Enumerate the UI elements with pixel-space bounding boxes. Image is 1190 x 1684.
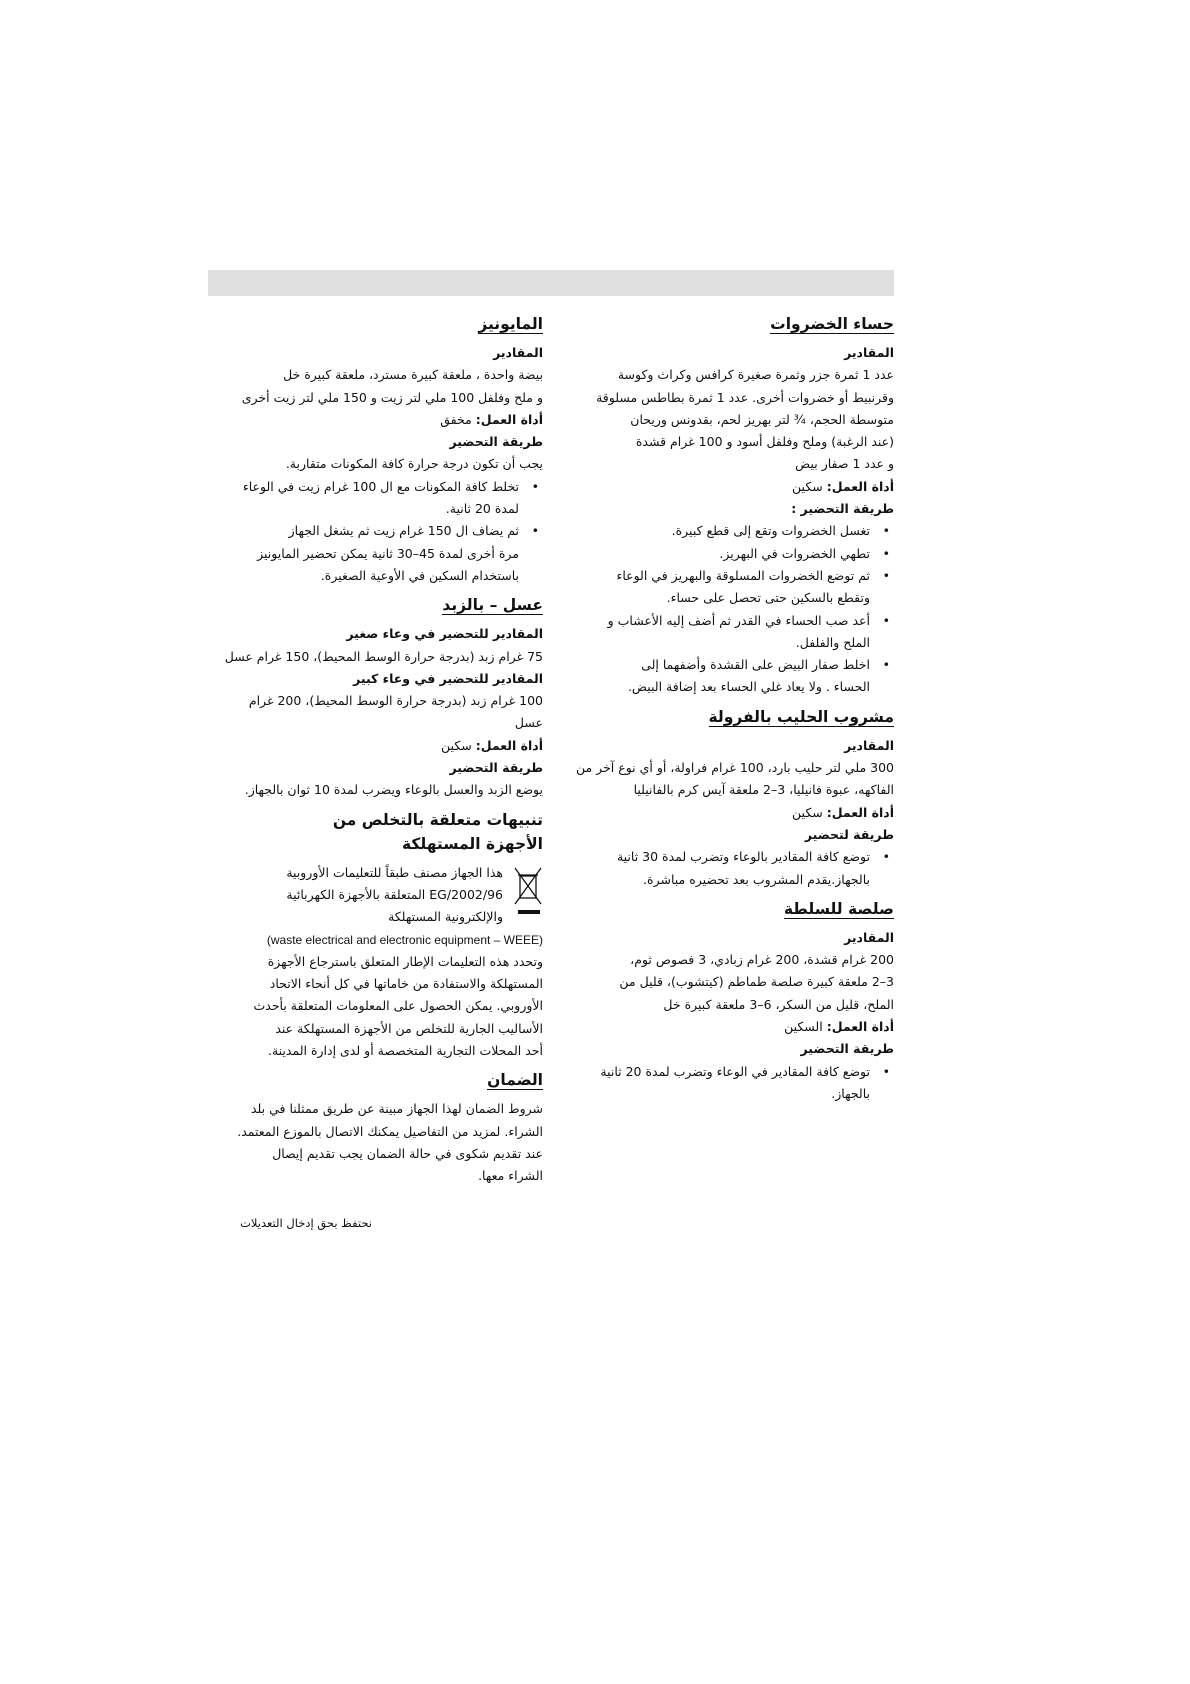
tool-line	[572, 802, 894, 824]
bullet-item	[572, 565, 894, 610]
bullet-item	[572, 1061, 894, 1106]
section-heading	[572, 705, 894, 729]
text-line: عدد 1 ثمرة جزر وثمرة صغيرة كرافس وكراث وكوسة	[617, 367, 894, 383]
text-line: وتحدد هذه التعليمات الإطار المتعلق باسترجاع الأجهزة	[267, 953, 543, 969]
text-line: ثم توضع الخضروات المسلوقة والبهريز في الوعاء	[616, 567, 870, 583]
text-line: الحساء . ولا يعاد غلي الحساء بعد إضافة البيض.	[627, 679, 870, 695]
text-line: بيضة واحدة ، ملعقة كبيرة مسترد، ملعقة كبيرة خل	[283, 367, 543, 383]
text-line: شروط الضمان لهذا الجهاز مبينة عن طريق ممثلنا في بلد	[250, 1101, 543, 1117]
text-line: هذا الجهاز مصنف طبقاً للتعليمات الأوروبية	[286, 864, 503, 880]
section-heading	[572, 312, 894, 336]
bullet-icon: •	[882, 612, 890, 628]
text-line: توضع كافة المقادير بالوعاء وتضرب لمدة 30 ثانية	[616, 849, 870, 865]
text-line: و ملح وفلفل 100 ملي لتر زيت و 150 ملي لتر زيت أخرى	[241, 389, 543, 405]
tool-value: مخفق	[440, 411, 472, 427]
bullet-icon: •	[882, 523, 890, 539]
subheading: المقادير	[844, 737, 894, 753]
text-line: 200 غرام قشدة، 200 غرام زبادي، 3 فصوص ثوم،	[630, 952, 894, 968]
text-line: الشراء معها.	[478, 1168, 543, 1184]
bullet-icon: •	[882, 567, 890, 583]
left-column	[212, 306, 543, 1188]
text-line: 2002/96/EG المتعلقة بالأجهزة الكهربائية	[286, 886, 503, 902]
text-line: الفاكهه، عبوة فانيليا، 3–2 ملعقة آيس كرم بالفانيليا	[633, 782, 894, 798]
text-line: الشراء. لمزيد من التفاصيل يمكنك الاتصال بالموزع المعتمد.	[237, 1123, 543, 1139]
text-line: مرة أخرى لمدة 45–30 ثانية يمكن تحضير المايونيز	[257, 545, 519, 561]
subheading: طريقة لتحضير	[804, 826, 894, 842]
section-heading-line: تنبيهات متعلقة بالتخلص من	[332, 810, 543, 829]
text-line: 100 غرام زبد (بدرجة حرارة الوسط المحيط)، 200 غرام	[248, 693, 543, 709]
tool-value: السكين	[784, 1019, 823, 1035]
section-heading	[212, 593, 543, 617]
subheading: طريقة التحضير :	[791, 501, 894, 517]
tool-line	[572, 1016, 894, 1038]
subheading: المقادير	[844, 929, 894, 945]
section-heading-text: صلصة للسلطة	[783, 899, 894, 918]
text-line: تخلط كافة المكونات مع ال 100 غرام زيت في الوعاء	[242, 478, 519, 494]
bullet-item	[572, 846, 894, 891]
tool-line	[572, 476, 894, 498]
tool-line	[212, 409, 543, 431]
text-line: والإلكترونية المستهلكة	[388, 909, 503, 925]
subheading: المقادير للتحضير في وعاء صغير	[346, 626, 543, 642]
section-heading-text: حساء الخضروات	[770, 315, 894, 333]
section-heading-text: المايونيز	[478, 315, 543, 333]
section-heading-text: الضمان	[487, 1071, 543, 1090]
text-line: عسل	[514, 715, 543, 731]
section-heading	[212, 312, 543, 336]
text-line: الأوروبي. يمكن الحصول على المعلومات المتعلقة بأحدث	[253, 998, 543, 1014]
bullet-icon: •	[531, 478, 539, 494]
text-line: المستهلكة والاستفادة من خاماتها في كل أنحاء الاتحاد	[269, 976, 543, 992]
tool-value: سكين	[441, 737, 472, 753]
text-line: و عدد 1 صفار بيض	[795, 456, 894, 472]
subheading: طريقة التحضير	[449, 434, 543, 450]
bullet-item	[572, 520, 894, 542]
text-line: وقرنبيط أو خضروات أخرى. عدد 1 ثمرة بطاطس مسلوقة	[596, 389, 894, 405]
text-line: اخلط صفار البيض على القشدة وأضفهما إلى	[641, 657, 870, 673]
text-line: يوضع الزبد والعسل بالوعاء ويضرب لمدة 10 ثوان بالجهاز.	[244, 782, 543, 798]
text-line: 300 ملي لتر حليب بارد، 100 غرام فراولة، أو أي نوع آخر من	[575, 760, 894, 776]
text-line: عند تقديم شكوى في حالة الضمان يجب تقديم إيصال	[272, 1145, 543, 1161]
text-line: باستخدام السكين في الأوعية الصغيرة.	[320, 567, 519, 583]
text-line: يجب أن تكون درجة حرارة كافة المكونات متقاربة.	[285, 456, 543, 472]
bullet-item	[572, 610, 894, 655]
text-line: الأساليب الجارية للتخلص من الأجهزة المستهلكة عند	[275, 1020, 543, 1036]
footer-note: نحتفظ بحق إدخال التعديلات	[240, 1216, 372, 1230]
tool-value: سكين	[792, 804, 823, 820]
subheading: المقادير	[493, 345, 543, 360]
text-line: بالجهاز.يقدم المشروب بعد تحضيره مباشرة.	[643, 871, 870, 887]
tool-label: أداة العمل:	[475, 737, 543, 753]
text-line: أحد المحلات التجارية المتخصصة أو لدى إدارة المدينة.	[267, 1043, 543, 1059]
bullet-icon: •	[531, 523, 539, 539]
text-line: 75 غرام زبد (بدرجة حرارة الوسط المحيط)، 150 غرام عسل	[224, 648, 543, 664]
right-column	[572, 306, 894, 1105]
crossed-bin-icon	[513, 866, 543, 916]
subheading: المقادير	[844, 345, 894, 360]
text-line: (عند الرغبة) وملح وفلفل أسود و 100 غرام قشدة	[635, 434, 894, 450]
text-line: متوسطة الحجم، ¾ لتر بهريز لحم، بقدونس وريحان	[630, 411, 894, 427]
section-heading	[212, 808, 543, 856]
text-line: تطهي الخضروات في البهريز.	[719, 545, 870, 561]
tool-value: سكين	[792, 478, 823, 494]
bullet-item	[212, 520, 543, 587]
bullet-icon: •	[882, 657, 890, 673]
tool-line	[212, 735, 543, 757]
tool-label: أداة العمل:	[475, 411, 543, 427]
tool-label: أداة العمل:	[826, 478, 894, 494]
text-line: (waste electrical and electronic equipment – WEEE)	[266, 932, 543, 947]
text-line: ثم يضاف ال 150 غرام زيت ثم يشغل الجهاز	[288, 523, 519, 539]
text-line: الملح والفلفل.	[795, 634, 870, 650]
tool-label: أداة العمل:	[826, 804, 894, 820]
section-heading-text: مشروب الحليب بالفرولة	[708, 707, 894, 726]
subheading: المقادير للتحضير في وعاء كبير	[353, 670, 543, 686]
text-line: لمدة 20 ثانية.	[445, 501, 519, 517]
subheading: طريقة التحضير	[449, 760, 543, 776]
bullet-icon: •	[882, 545, 890, 561]
section-heading-line: الأجهزة المستهلكة	[401, 834, 543, 853]
tool-label: أداة العمل:	[826, 1019, 894, 1035]
weee-notice	[212, 862, 543, 929]
text-line: توضع كافة المقادير في الوعاء وتضرب لمدة 20 ثانية	[600, 1063, 870, 1079]
header-band	[208, 270, 894, 296]
bullet-icon: •	[882, 1063, 890, 1079]
text-line: الملح، قليل من السكر، 6–3 ملعقة كبيرة خل	[663, 996, 894, 1012]
text-line: وتقطع بالسكين حتى تحصل على حساء.	[666, 590, 870, 606]
section-heading	[572, 897, 894, 921]
section-heading-text: عسل – بالزبد	[442, 596, 543, 615]
text-line: أعد صب الحساء في القدر ثم أضف إليه الأعشاب و	[607, 612, 870, 628]
text-line: تغسل الخضروات وتقع إلى قطع كبيرة.	[671, 523, 870, 539]
bullet-item	[572, 543, 894, 565]
section-heading	[212, 1068, 543, 1092]
bullet-icon: •	[882, 849, 890, 865]
bullet-item	[212, 476, 543, 521]
bullet-item	[572, 654, 894, 699]
subheading: طريقة التحضير	[800, 1041, 894, 1057]
text-line: 3–2 ملعقة كبيرة صلصة طماطم (كيتشوب)، قليل من	[619, 974, 894, 990]
text-line: بالجهاز.	[831, 1085, 870, 1101]
